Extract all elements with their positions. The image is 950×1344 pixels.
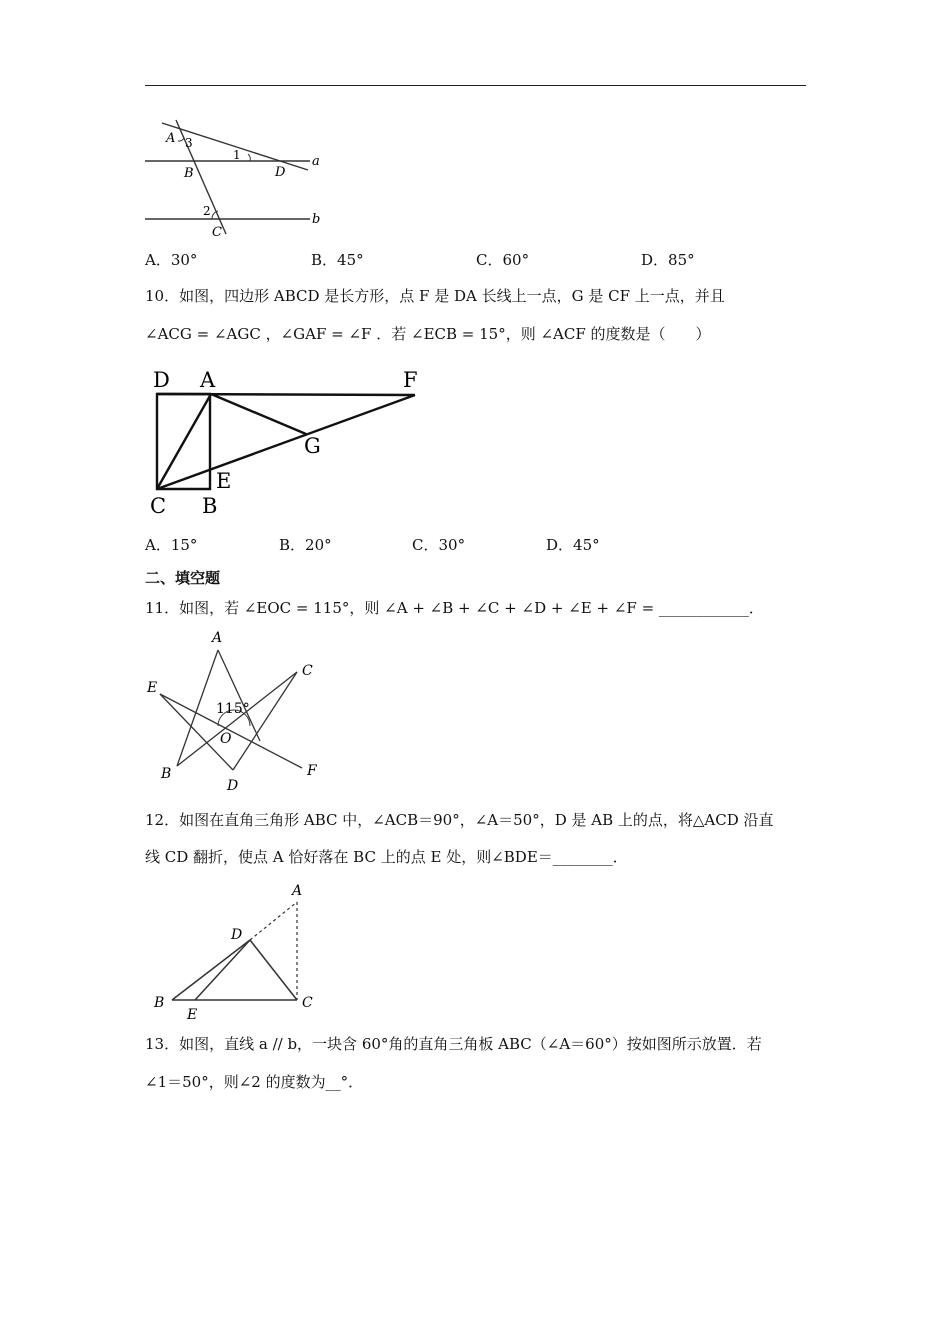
q10-option-b: B．20° [279,536,332,554]
q9-label-2: 2 [203,204,211,218]
q11-figure [140,625,335,795]
q11-label-D: D [227,778,239,794]
q9-label-3: 3 [185,136,193,150]
q12-text-line2: 线 CD 翻折，使点 A 恰好落在 BC 上的点 E 处，则∠BDE＝________． [145,848,628,866]
q10-text-line1: 10．如图，四边形 ABCD 是长方形，点 F 是 DA 长线上一点，G 是 CF 上一点，并且 [145,287,725,305]
q9-label-A: A [166,131,176,146]
q10-label-G: G [304,434,321,458]
q11-label-angle: 115° [216,701,250,717]
q11-label-O: O [220,731,232,747]
q10-figure [145,365,435,520]
q11-text-line1: 11．如图，若 ∠EOC = 115°，则 ∠A + ∠B + ∠C + ∠D + ∠E + ∠F = ____________． [145,599,764,617]
q12-text-line1: 12．如图在直角三角形 ABC 中，∠ACB＝90°，∠A＝50°，D 是 AB 上的点，将△ACD 沿直 [145,811,774,829]
q12-figure [145,875,325,1025]
q12-label-D: D [231,927,243,943]
q12-label-A: A [292,883,303,899]
q11-label-B: B [161,766,172,782]
q10-option-a: A．15° [145,536,198,554]
q10-label-A: A [200,368,216,392]
header-rule [145,85,806,86]
q9-label-C: C [212,225,222,240]
q10-label-D: D [153,368,170,392]
section-title: 二、填空题 [145,569,221,587]
q12-label-B: B [154,995,165,1011]
q13-text-line2: ∠1＝50°，则∠2 的度数为__°． [145,1073,364,1091]
q9-figure [140,115,330,240]
q10-text-line2: ∠ACG = ∠AGC ，∠GAF = ∠F ．若 ∠ECB = 15°，则 ∠ACF 的度数是（ ） [145,325,711,343]
q9-label-1: 1 [233,148,241,162]
q9-option-d: D．85° [641,251,695,269]
q11-label-A: A [212,630,223,646]
q9-option-a: A．30° [145,251,198,269]
q9-label-a: a [312,154,320,169]
q9-label-B: B [184,166,194,181]
q9-option-c: C．60° [476,251,530,269]
q10-label-E: E [216,469,232,493]
q11-label-C: C [302,663,313,679]
q10-label-B: B [202,494,218,518]
q10-option-d: D．45° [546,536,600,554]
q9-label-b: b [312,212,321,227]
q10-label-F: F [403,368,418,392]
q12-label-E: E [187,1007,198,1023]
q10-option-c: C．30° [412,536,466,554]
q11-label-F: F [307,763,317,779]
q12-label-C: C [302,995,313,1011]
q13-text-line1: 13．如图，直线 a // b，一块含 60°角的直角三角板 ABC（∠A＝60°）按如图所示放置．若 [145,1035,762,1053]
q9-option-b: B．45° [311,251,364,269]
q11-label-E: E [147,680,158,696]
q10-label-C: C [150,494,167,518]
q9-label-D: D [275,165,286,180]
